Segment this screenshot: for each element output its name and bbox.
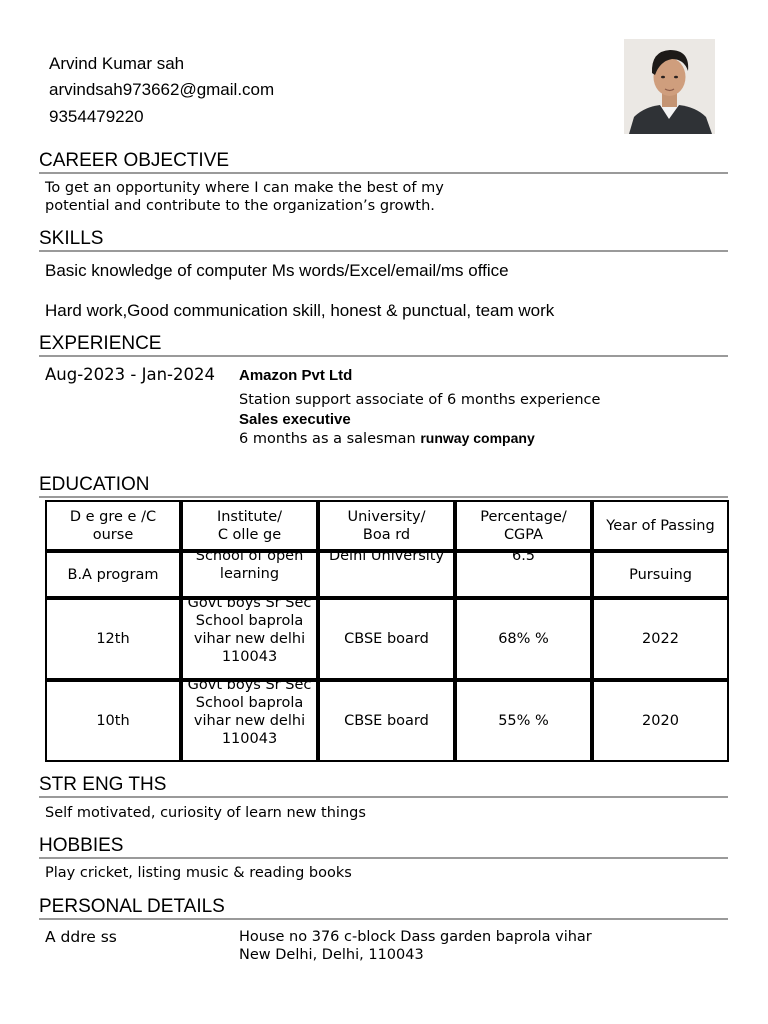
header-university — [318, 500, 455, 551]
row-1-percentage-text: 6.5 — [511, 548, 536, 564]
table-row — [45, 598, 729, 680]
row-1-year: Pursuing — [592, 551, 729, 598]
header-percentage — [455, 500, 592, 551]
row-1-institute-line-2: learning — [219, 566, 280, 582]
hobbies-heading: HOBBIES — [39, 835, 728, 859]
header-year: Year of Passing — [592, 500, 729, 551]
row-3-year: 2020 — [592, 680, 729, 762]
candidate-name: Arvind Kumar sah — [49, 54, 185, 73]
row-2-board: CBSE board — [318, 598, 455, 680]
header-university-line-1: University/ — [347, 508, 426, 525]
row-1-institute-line-1: School of open — [195, 548, 304, 564]
row-1-percentage — [455, 548, 592, 598]
row-3-degree: 10th — [45, 680, 181, 762]
experience-role-description: Station support associate of 6 months experience — [239, 392, 601, 408]
experience-role-2: Sales executive — [239, 411, 351, 428]
row-1-board-text: Delhi University — [328, 548, 445, 564]
row-2-institute-line-4: 110043 — [221, 649, 278, 665]
row-2-institute-line-2: School baprola — [195, 613, 304, 629]
experience-period: Aug-2023 - Jan-2024 — [45, 365, 215, 384]
header-university-line-2: Boa rd — [362, 526, 411, 543]
row-2-degree: 12th — [45, 598, 181, 680]
strengths-text: Self motivated, curiosity of learn new things — [45, 805, 366, 821]
row-3-institute-line-3: vihar new delhi — [193, 713, 306, 729]
education-table-header-row — [45, 500, 729, 551]
header-degree: D e gre e /C ourse — [45, 500, 181, 551]
experience-company: Amazon Pvt Ltd — [239, 367, 353, 384]
header-institute — [181, 500, 318, 551]
profile-photo-image — [624, 39, 715, 134]
header-percentage-line-2: CGPA — [503, 526, 544, 543]
personal-details-heading: PERSONAL DETAILS — [39, 896, 728, 920]
row-3-percentage: 55% % — [455, 680, 592, 762]
hobbies-text: Play cricket, listing music & reading books — [45, 865, 352, 881]
header-institute-line-1: Institute/ — [216, 508, 283, 525]
table-row — [45, 680, 729, 762]
skill-item-1: Basic knowledge of computer Ms words/Excel/email/ms office — [45, 261, 509, 280]
row-2-institute — [181, 595, 318, 680]
skills-heading: SKILLS — [39, 228, 728, 252]
row-2-institute-line-1: Govt boys Sr Sec — [187, 595, 312, 611]
row-3-institute-line-4: 110043 — [221, 731, 278, 747]
email-text: arvindsah973662@gmail.com — [49, 80, 275, 99]
row-2-percentage: 68% % — [455, 598, 592, 680]
row-1-institute — [181, 548, 318, 598]
experience-role-2-text: 6 months as a salesman — [239, 431, 421, 447]
row-3-board: CBSE board — [318, 680, 455, 762]
row-2-institute-line-3: vihar new delhi — [193, 631, 306, 647]
experience-heading: EXPERIENCE — [39, 333, 728, 357]
row-3-institute — [181, 677, 318, 762]
row-1-board — [318, 548, 455, 598]
experience-role-2-description — [239, 429, 535, 448]
skill-item-2: Hard work,Good communication skill, honest & punctual, team work — [45, 301, 555, 320]
career-objective-line-1: To get an opportunity where I can make the best of my — [45, 180, 444, 196]
career-objective-line-2: potential and contribute to the organization’s growth. — [45, 198, 435, 214]
experience-role-2-company: runway company — [420, 430, 535, 446]
phone-text: 9354479220 — [49, 107, 144, 126]
table-row — [45, 551, 729, 598]
row-3-institute-line-2: School baprola — [195, 695, 304, 711]
address-line-2: New Delhi, Delhi, 110043 — [239, 947, 424, 963]
header-percentage-line-1: Percentage/ — [480, 508, 567, 525]
address-label: A ddre ss — [45, 928, 117, 946]
row-3-institute-line-1: Govt boys Sr Sec — [187, 677, 312, 693]
education-table — [45, 500, 729, 762]
strengths-heading: STR ENG THS — [39, 774, 728, 798]
row-1-degree: B.A program — [45, 551, 181, 598]
header-institute-line-2: C olle ge — [217, 526, 282, 543]
address-line-1: House no 376 c-block Dass garden baprola vihar — [239, 929, 592, 945]
row-2-year: 2022 — [592, 598, 729, 680]
education-heading: EDUCATION — [39, 474, 728, 498]
career-objective-heading: CAREER OBJECTIVE — [39, 150, 728, 174]
profile-photo — [624, 39, 715, 134]
